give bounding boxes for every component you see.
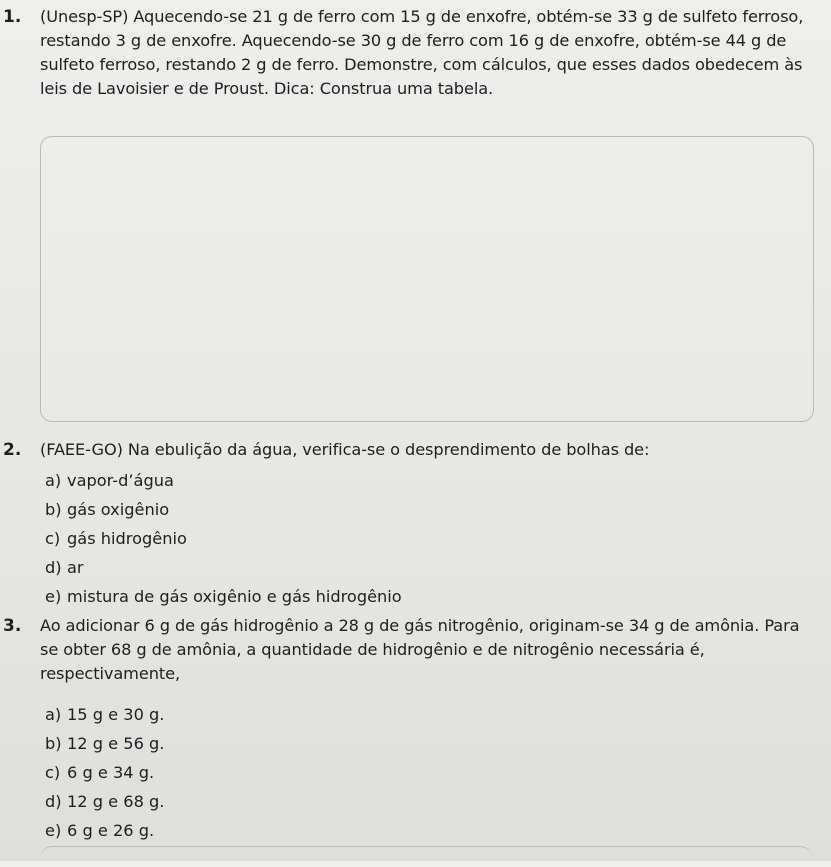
option-text: 12 g e 56 g.: [67, 734, 165, 753]
option-a[interactable]: [45, 704, 164, 726]
option-letter: d): [45, 792, 62, 811]
option-e[interactable]: [45, 820, 154, 842]
next-answer-box-edge: [40, 846, 812, 867]
option-d[interactable]: [45, 791, 164, 813]
option-letter: e): [45, 587, 62, 606]
option-text: 6 g e 26 g.: [67, 821, 155, 840]
option-letter: b): [45, 734, 62, 753]
question-number: 2.: [3, 440, 22, 460]
option-text: 12 g e 68 g.: [67, 792, 165, 811]
option-letter: b): [45, 500, 62, 519]
option-text: 15 g e 30 g.: [67, 705, 165, 724]
option-b[interactable]: [45, 499, 169, 521]
option-letter: a): [45, 471, 62, 490]
option-text: 6 g e 34 g.: [67, 763, 155, 782]
question-number: 3.: [3, 616, 22, 636]
question-text: Ao adicionar 6 g de gás hidrogênio a 28 g de gás nitrogênio, originam-se 34 g de amônia. Para se obter 68 g de amônia, a quantidade de hidrogênio e de nitrogênio necessária é, respectivamente,: [40, 616, 800, 683]
question-text: (FAEE-GO) Na ebulição da água, verifica-se o desprendimento de bolhas de:: [40, 440, 650, 459]
option-text: mistura de gás oxigênio e gás hidrogênio: [67, 587, 402, 606]
option-text: ar: [67, 558, 84, 577]
option-letter: e): [45, 821, 62, 840]
option-e[interactable]: [45, 586, 402, 608]
option-c[interactable]: [45, 528, 187, 550]
option-text: gás hidrogênio: [67, 529, 187, 548]
option-a[interactable]: [45, 470, 174, 492]
option-letter: c): [45, 529, 61, 548]
option-text: gás oxigênio: [67, 500, 170, 519]
option-letter: c): [45, 763, 61, 782]
question-number: 1.: [3, 7, 22, 27]
option-b[interactable]: [45, 733, 164, 755]
question-text: (Unesp-SP) Aquecendo-se 21 g de ferro com 15 g de enxofre, obtém-se 33 g de sulfeto ferroso, restando 3 g de enxofre. Aquecendo-se 30 g de ferro com 16 g de enxofre, obtém-se 44 g de sulfeto ferroso, restando 2 g de ferro. Demonstre, com cálculos, que esses dados obedecem às leis de Lavoisier e de Proust. Dica: Construa uma tabela.: [40, 7, 804, 98]
option-letter: d): [45, 558, 62, 577]
option-text: vapor-d’água: [67, 471, 174, 490]
option-c[interactable]: [45, 762, 154, 784]
option-letter: a): [45, 705, 62, 724]
answer-box[interactable]: [40, 136, 814, 422]
option-d[interactable]: [45, 557, 84, 579]
